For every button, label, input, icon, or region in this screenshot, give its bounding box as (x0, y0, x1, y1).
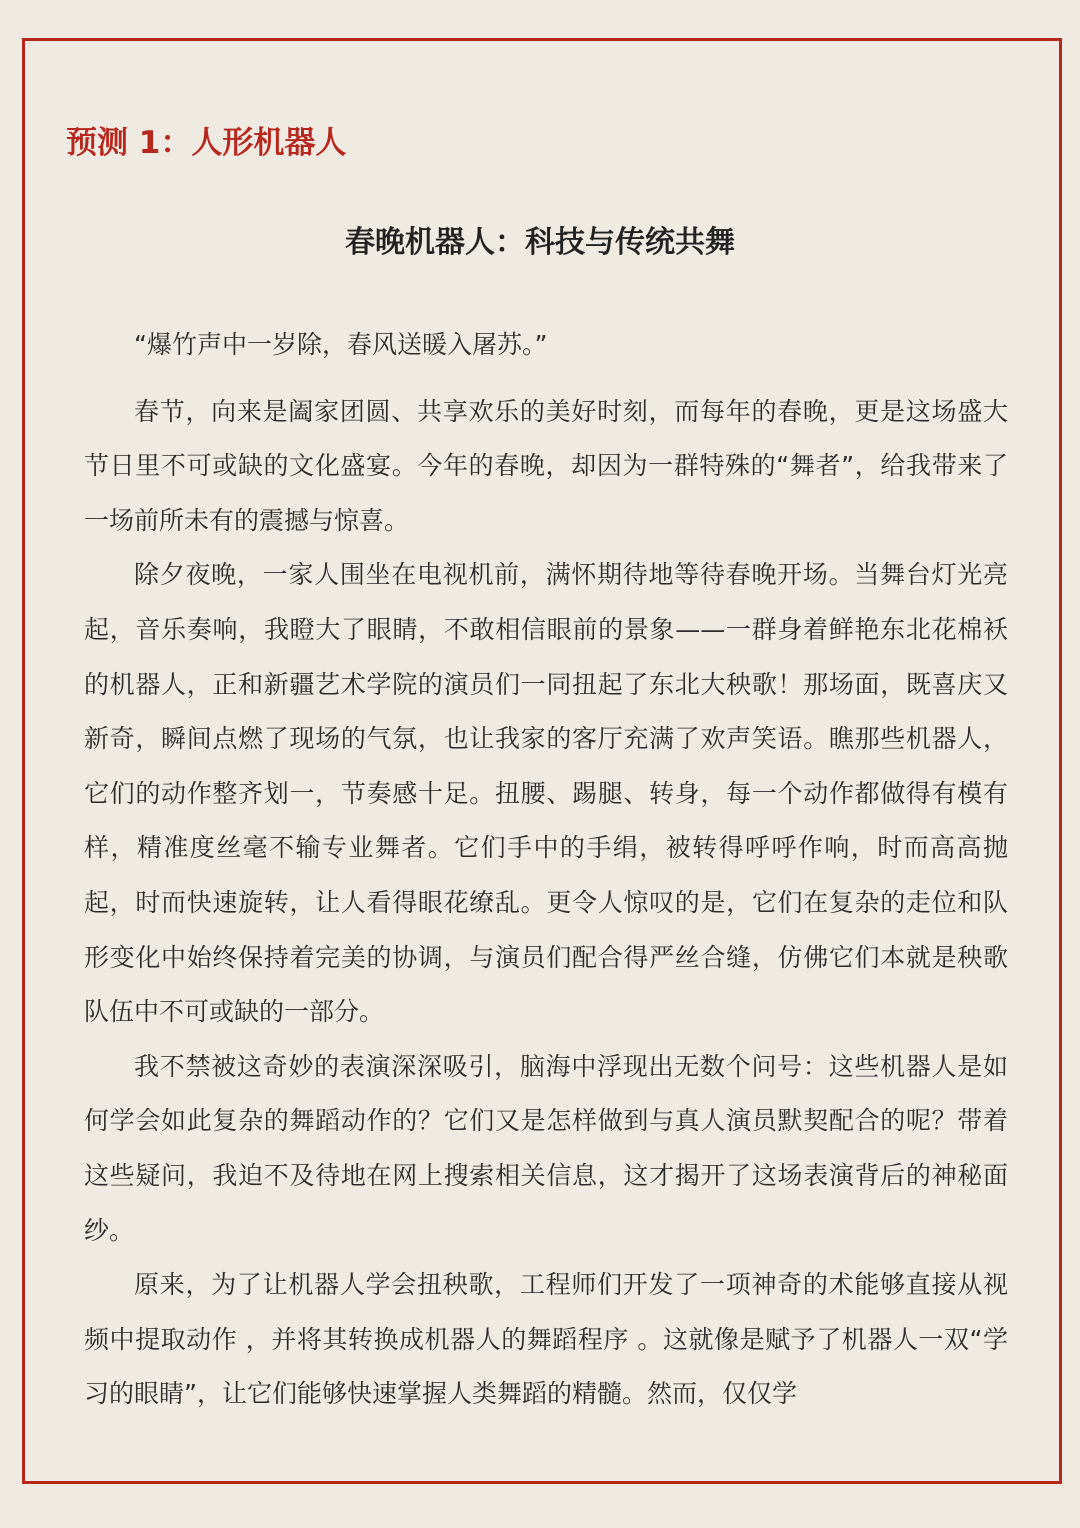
article-title: 春晚机器人：科技与传统共舞 (345, 225, 735, 260)
opening-quote: “爆竹声中一岁除，春风送暖入屠苏。” (134, 330, 548, 359)
section-heading: 预测 1：人形机器人 (66, 125, 347, 161)
article-body (84, 318, 1008, 1422)
paragraph-2: 除夕夜晚，一家人围坐在电视机前，满怀期待地等待春晚开场。当舞台灯光亮起，音乐奏响，我瞪大了眼睛，不敢相信眼前的景象——一群身着鲜艳东北花棉袄的机器人，正和新疆艺术学院的演员们一同扭起了东北大秧歌！那场面，既喜庆又新奇，瞬间点燃了现场的气氛，也让我家的客厅充满了欢声笑语。瞧那些机器人，它们的动作整齐划一，节奏感十足。扭腰、踢腿、转身，每一个动作都做得有模有样，精准度丝毫不输专业舞者。它们手中的手绢，被转得呼呼作响，时而高高抛起，时而快速旋转，让人看得眼花缭乱。更令人惊叹的是，它们在复杂的走位和队形变化中始终保持着完美的协调，与演员们配合得严丝合缝，仿佛它们本就是秧歌队伍中不可或缺的一部分。 (84, 560, 1008, 1027)
paragraph-1: 春节，向来是阖家团圆、共享欢乐的美好时刻，而每年的春晚，更是这场盛大节日里不可或缺的文化盛宴。今年的春晚，却因为一群特殊的“舞者”，给我带来了一场前所未有的震撼与惊喜。 (84, 396, 1008, 535)
paragraph-4: 原来，为了让机器人学会扭秧歌，工程师们开发了一项神奇的术能够直接从视频中提取动作 ，并将其转换成机器人的舞蹈程序 。这就像是赋予了机器人一双“学习的眼睛”，让它们能够快速掌握人类舞蹈的精髓。然而，仅仅学 (84, 1270, 1008, 1409)
paragraph-3: 我不禁被这奇妙的表演深深吸引，脑海中浮现出无数个问号：这些机器人是如何学会如此复杂的舞蹈动作的？它们又是怎样做到与真人演员默契配合的呢？带着这些疑问，我迫不及待地在网上搜索相关信息，这才揭开了这场表演背后的神秘面纱。 (84, 1051, 1008, 1245)
